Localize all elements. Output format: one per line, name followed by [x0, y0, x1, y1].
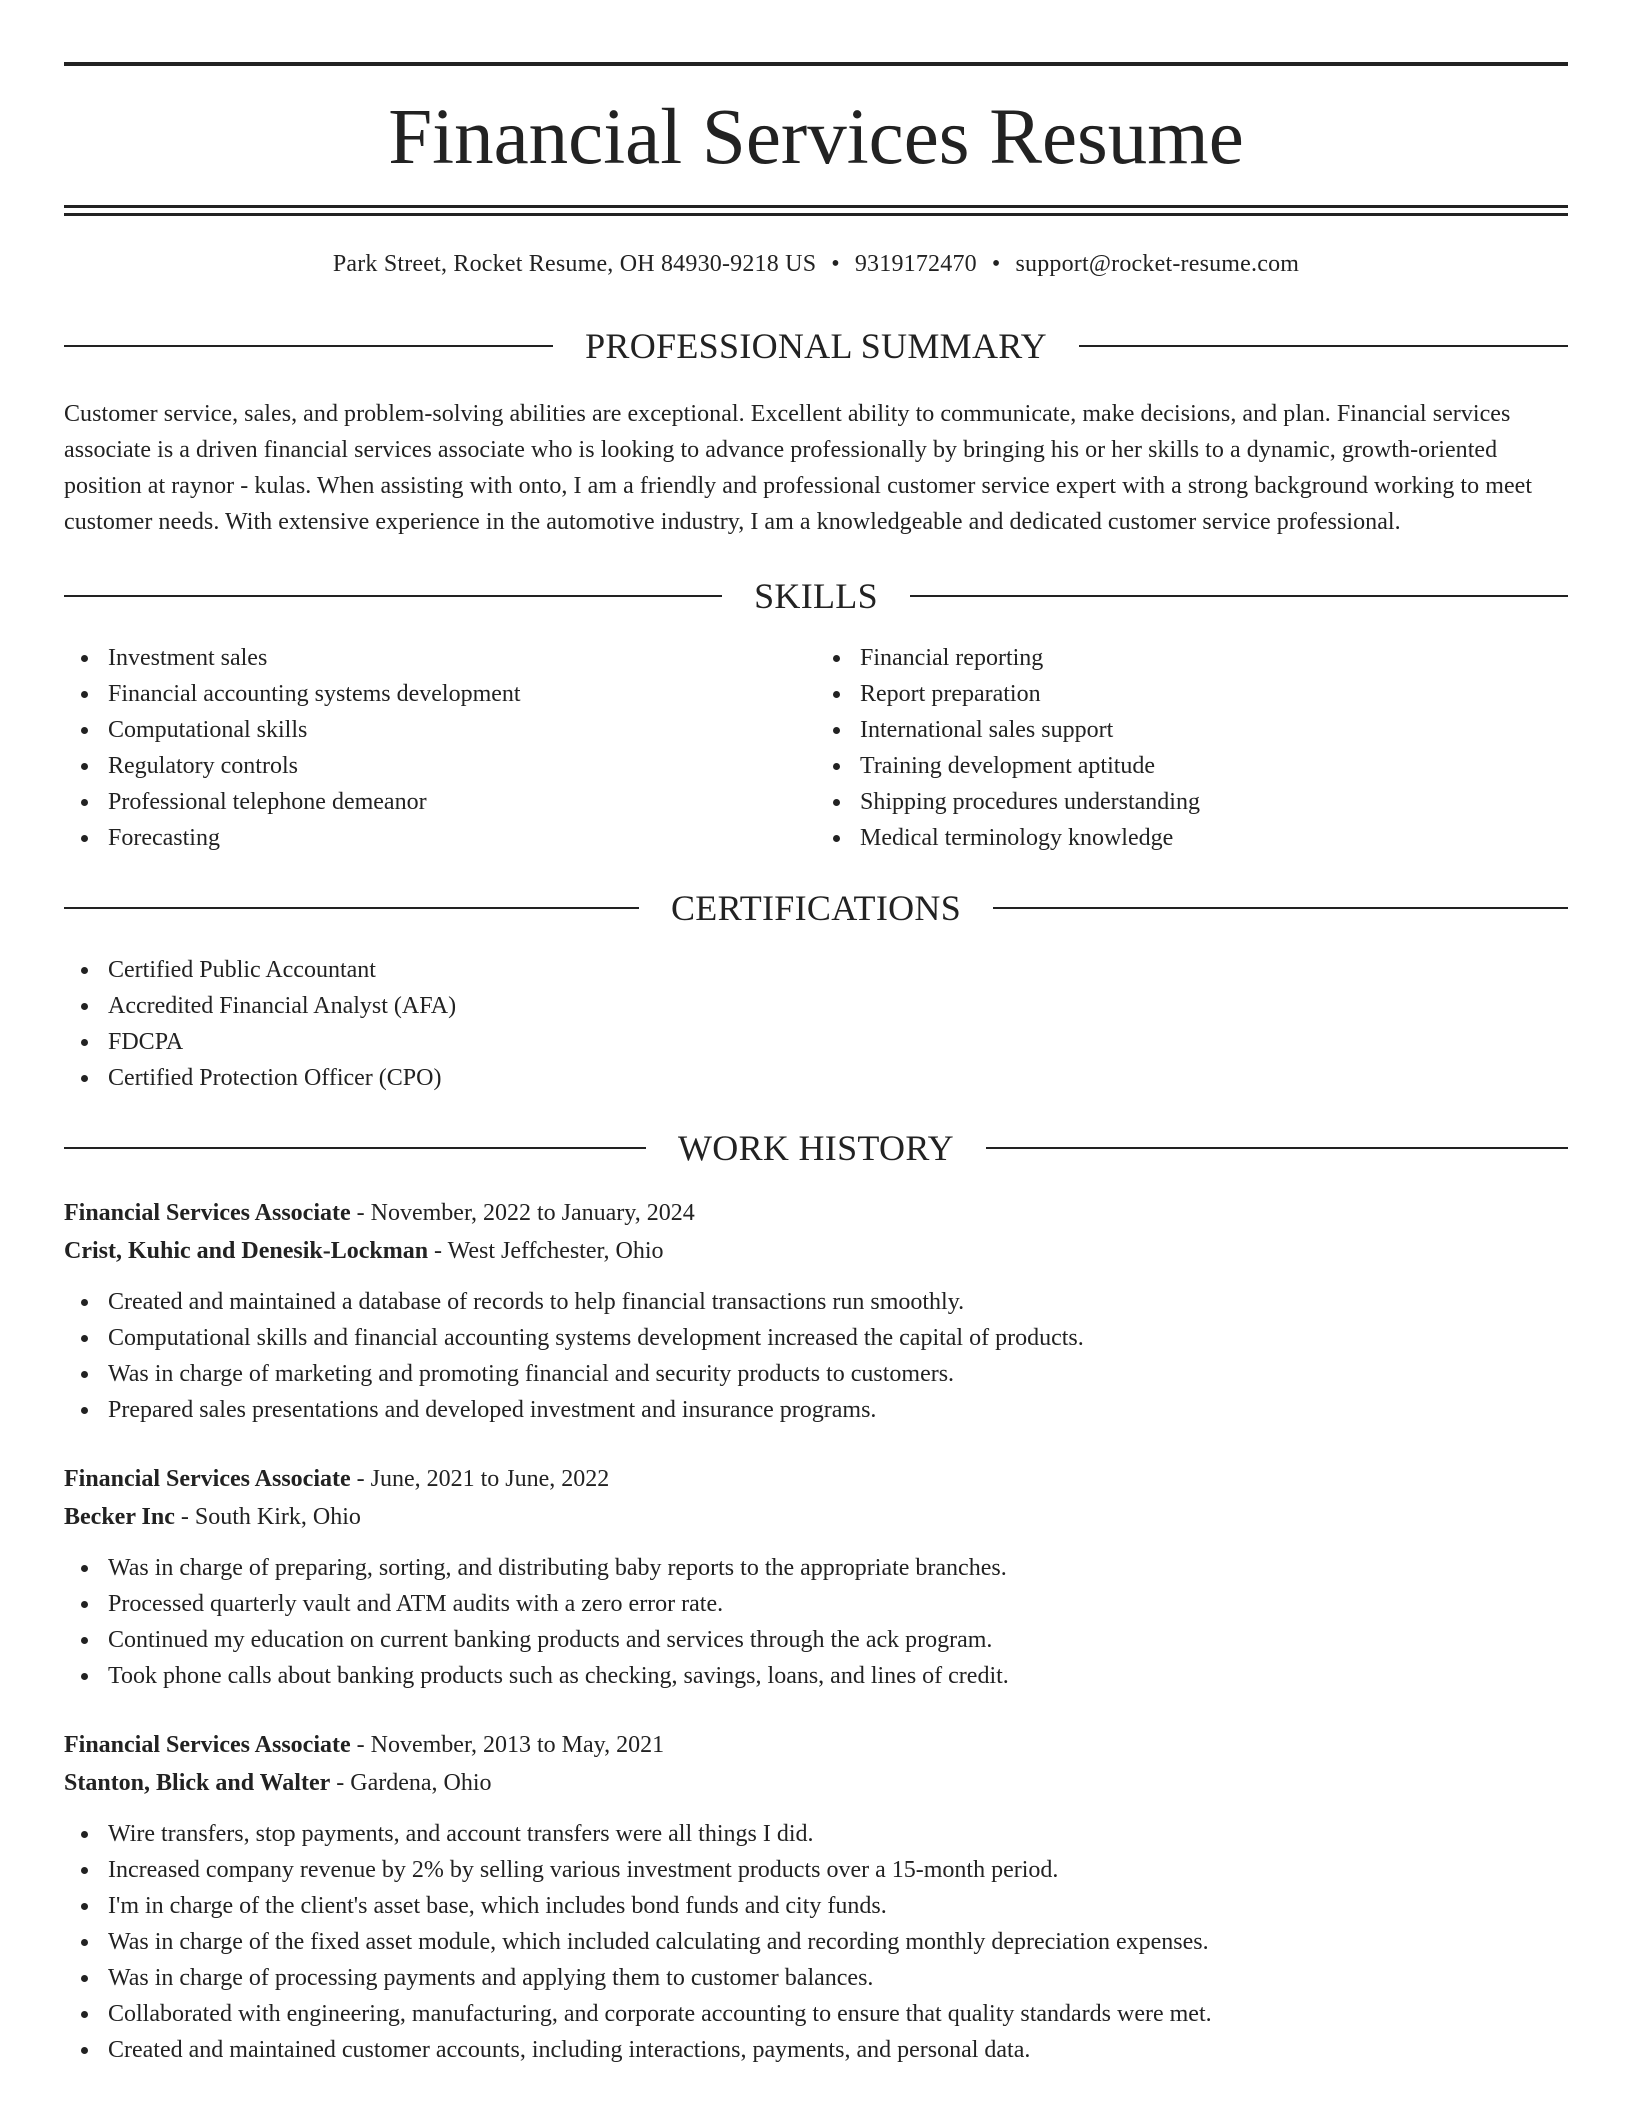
skill-item: Shipping procedures understanding	[816, 784, 1568, 820]
job-dates: - June, 2021 to June, 2022	[350, 1466, 610, 1492]
work-heading: WORK HISTORY	[678, 1128, 954, 1168]
skills-heading: SKILLS	[754, 576, 878, 616]
skill-item: Financial accounting systems development	[64, 676, 816, 712]
job-company: Stanton, Blick and Walter	[64, 1770, 331, 1796]
section-heading-skills	[64, 578, 1568, 614]
job-bullet: Computational skills and financial accounting systems development increased the capital of products.	[64, 1320, 1568, 1356]
job-dates: - November, 2013 to May, 2021	[350, 1732, 665, 1758]
job-title: Financial Services Associate	[64, 1200, 351, 1226]
job-title: Financial Services Associate	[64, 1732, 351, 1758]
skill-item: Professional telephone demeanor	[64, 784, 816, 820]
section-heading-work	[64, 1130, 1568, 1166]
section-heading-certifications	[64, 890, 1568, 926]
job-bullet: Took phone calls about banking products such as checking, savings, loans, and lines of credit.	[64, 1658, 1568, 1694]
skills-grid	[64, 640, 1568, 856]
job-bullet: Created and maintained a database of records to help financial transactions run smoothly.	[64, 1284, 1568, 1320]
skills-right-column	[816, 640, 1568, 856]
job-entry	[64, 1194, 1568, 1428]
job-company: Crist, Kuhic and Denesik-Lockman	[64, 1238, 429, 1264]
heading-rule	[64, 595, 722, 597]
job-title: Financial Services Associate	[64, 1466, 351, 1492]
job-location: - West Jeffchester, Ohio	[428, 1238, 664, 1264]
job-bullet: Was in charge of processing payments and applying them to customer balances.	[64, 1960, 1568, 1996]
contact-separator: •	[991, 251, 1001, 277]
skill-item: Computational skills	[64, 712, 816, 748]
certification-item: Certified Protection Officer (CPO)	[64, 1060, 1568, 1096]
skill-item: International sales support	[816, 712, 1568, 748]
job-bullet: Was in charge of marketing and promoting financial and security products to customers.	[64, 1356, 1568, 1392]
job-bullets	[64, 1550, 1568, 1694]
skill-item: Financial reporting	[816, 640, 1568, 676]
job-title-line	[64, 1460, 1568, 1498]
skill-item: Regulatory controls	[64, 748, 816, 784]
skill-item: Report preparation	[816, 676, 1568, 712]
heading-rule	[910, 595, 1568, 597]
job-bullet: Wire transfers, stop payments, and account transfers were all things I did.	[64, 1816, 1568, 1852]
job-location: - Gardena, Ohio	[330, 1770, 492, 1796]
summary-paragraph: Customer service, sales, and problem-solving abilities are exceptional. Excellent ability to communicate, make decisions, and plan. Financial services associate is a driven financial services associate who is looking to advance professionally by bringing his or her skills to a dynamic, growth-oriented position at raynor - kulas. When assisting with onto, I am a friendly and professional customer service expert with a strong background working to meet customer needs. With extensive experience in the automotive industry, I am a knowledgeable and dedicated customer service professional.	[64, 401, 1533, 535]
contact-email: support@rocket-resume.com	[1015, 251, 1300, 277]
skill-item: Forecasting	[64, 820, 816, 856]
job-bullet: Was in charge of preparing, sorting, and distributing baby reports to the appropriate branches.	[64, 1550, 1568, 1586]
heading-rule	[1079, 345, 1568, 347]
job-company-line	[64, 1764, 1568, 1802]
job-bullet: Was in charge of the fixed asset module, which included calculating and recording monthly depreciation expenses.	[64, 1924, 1568, 1960]
certifications-heading: CERTIFICATIONS	[670, 888, 962, 928]
job-bullet: Created and maintained customer accounts, including interactions, payments, and personal data.	[64, 2032, 1568, 2068]
job-bullet: I'm in charge of the client's asset base, which includes bond funds and city funds.	[64, 1888, 1568, 1924]
job-company-line	[64, 1498, 1568, 1536]
summary-heading: PROFESSIONAL SUMMARY	[585, 326, 1047, 366]
job-title-line	[64, 1194, 1568, 1232]
job-bullets	[64, 1816, 1568, 2068]
job-bullet: Increased company revenue by 2% by selling various investment products over a 15-month period.	[64, 1852, 1568, 1888]
job-location: - South Kirk, Ohio	[174, 1504, 361, 1530]
skill-item: Medical terminology knowledge	[816, 820, 1568, 856]
job-title-line	[64, 1726, 1568, 1764]
job-entry	[64, 1460, 1568, 1694]
contact-line	[64, 252, 1568, 276]
job-entry	[64, 1726, 1568, 2068]
job-bullets	[64, 1284, 1568, 1428]
heading-rule	[993, 907, 1568, 909]
job-bullet: Collaborated with engineering, manufacturing, and corporate accounting to ensure that quality standards were met.	[64, 1996, 1568, 2032]
resume-title: Financial Services Resume	[388, 94, 1244, 181]
job-bullet: Processed quarterly vault and ATM audits with a zero error rate.	[64, 1586, 1568, 1622]
contact-phone: 9319172470	[854, 251, 977, 277]
contact-address: Park Street, Rocket Resume, OH 84930-9218 US	[332, 251, 817, 277]
job-bullet: Prepared sales presentations and developed investment and insurance programs.	[64, 1392, 1568, 1428]
certifications-list	[64, 952, 1568, 1096]
certification-item: Certified Public Accountant	[64, 952, 1568, 988]
section-heading-summary	[64, 328, 1568, 364]
heading-rule	[64, 1147, 646, 1149]
contact-separator: •	[831, 251, 840, 277]
heading-rule	[64, 907, 639, 909]
title-double-rule	[64, 205, 1568, 216]
job-bullet: Continued my education on current banking products and services through the ack program.	[64, 1622, 1568, 1658]
certification-item: Accredited Financial Analyst (AFA)	[64, 988, 1568, 1024]
skills-left-column	[64, 640, 816, 856]
skill-item: Training development aptitude	[816, 748, 1568, 784]
job-company-line	[64, 1232, 1568, 1270]
heading-rule	[64, 345, 553, 347]
skill-item: Investment sales	[64, 640, 816, 676]
top-rule	[64, 62, 1568, 66]
heading-rule	[986, 1147, 1568, 1149]
certification-item: FDCPA	[64, 1024, 1568, 1060]
job-company: Becker Inc	[64, 1504, 175, 1530]
job-dates: - November, 2022 to January, 2024	[350, 1200, 695, 1226]
